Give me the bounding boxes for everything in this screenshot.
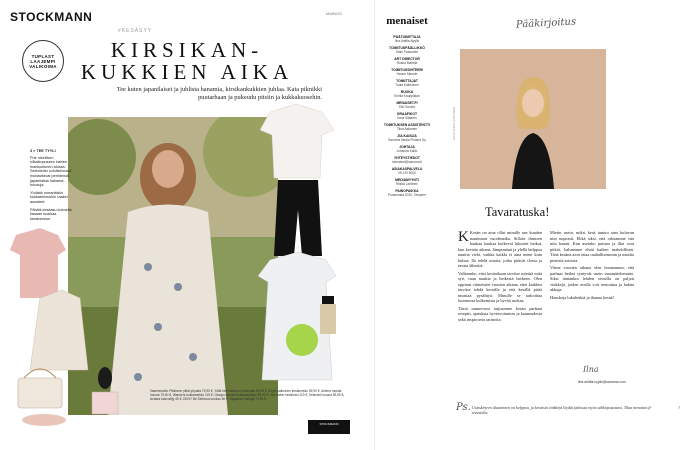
magazine-masthead-title: menaiset: [386, 15, 428, 27]
handbag-product: [18, 369, 62, 408]
editorial-paragraph: Valitaanko, ettei kesäaikaan tarvitse miettiä mitä syö, vaan nauttia ja hetkestä hetkeen. Olen oppinut viimeisten vuosien aikana, ettei kaikkea tarvitse tehdä kerralla ja että kesällä pitää muistaa pysähtyä. Minulle se tarkoittaa luonnossa kulkemista ja hyvää ruokaa.: [458, 270, 542, 303]
credit-entry: MEDIAMYYNTI Riikka Lahtinen: [395, 178, 419, 186]
style-tip-1: Puir nisellisen silkaikopuseen kainen manikultonen alussa. Selectedin culottehousut muistuttavat perinteisiä japanilaisia hakama-housuja.: [30, 155, 72, 188]
credit-entry: TOIMITTAJAT Tuula Kaikkonen: [395, 79, 419, 87]
credit-entry: PÄÄTOIMITTAJA Ilna Anttila-Nyylki: [393, 35, 421, 43]
page-number: 7: [678, 405, 681, 410]
editorial-column-1: [458, 230, 542, 324]
masthead-credits: [377, 32, 437, 197]
style-tip-2: Yhdistä romanttisiin kukkabelmoihin raakel asusteet.: [30, 190, 68, 204]
white-blouse-product: [260, 104, 334, 178]
editor-signature: Ilna: [583, 365, 599, 374]
badge-line-3: VALIKOIMA: [29, 63, 57, 69]
portrait-illustration: [460, 49, 606, 189]
product-caption: Vasemmalta: Pitsikenn pitkä yöpaita 79,90 €, Yöllä heti valkoinen pitsipaita 89,90 €, Esprit valkoinen kesämekko 59,90 €, Arilena mustat housut 79,90 €, Wanders kukkamekko 119 €, Giorgio Armani kukkaiskpäiksi 59,90 €, Ted Baker kesähuivi 119 €, Selected housut 89,95 €, Andara kasvoöljy 45 €, DKNY Be Delicious tuoksu 60 €, Vagabond kengät 79,95 €.: [150, 389, 345, 402]
editorial-page: [438, 0, 696, 450]
credit-entry: JOHTAJA Johanna Kallio: [396, 145, 418, 153]
title-line-2: KUKKIEN AIKA: [80, 60, 294, 84]
credit-entry: MENAISET.FI Kiiri Sovela: [396, 101, 418, 109]
ballet-flats-product: [22, 414, 66, 426]
postscript-text: Uutiskirjeen tilaaminen on helppoa, ja kesäisiä vinkkejä löydät jatkossa myös sähköpostistasi. Tilaa menaiset.fi-sivustolta.: [472, 405, 652, 415]
editorial-script-heading: Pääkirjoitus: [515, 16, 577, 31]
black-culottes-product: [274, 180, 322, 256]
stockmann-bottom-mark: STOCKMANN: [308, 420, 350, 434]
credit-entry: TOIMITUKSEN ASSISTENTTI Tiina Aaltonen: [383, 123, 431, 131]
credit-entry: YHTEYSTIEDOT menaiset@sanoma.fi: [392, 156, 422, 164]
editor-portrait-photo: [460, 49, 606, 189]
credit-entry: PAINOPAIKKA Punamusta 2020, Tampere: [387, 189, 427, 197]
green-perfume-product: [286, 324, 318, 356]
editorial-paragraph: Tässä numerossa tarjoamme kesän parhaat reseptit, ajatuksia hyvinvoinnista ja kauneudesta sekä inspiroivia tarinoita.: [458, 305, 542, 322]
editorial-title: Tavaratuska!: [485, 205, 550, 219]
advertisement-tag: MAINOS: [326, 11, 342, 16]
postscript-mark: Ps.: [456, 402, 471, 413]
credit-entry: TOIMITUSSIHTEERI Hanne Mauste: [391, 68, 423, 76]
credit-entry: TOIMITUSPÄÄLLIKKÖ Saini Paasonen: [389, 46, 425, 54]
pink-top-product: [10, 228, 66, 298]
photographer-credit: KUVA ANNA HUOVINEN: [452, 106, 456, 140]
credit-entry: ART DIRECTOR Ruska Marttila: [394, 57, 420, 65]
hashtag-kicker: #KESÄSYY: [118, 28, 153, 34]
masthead-column: [374, 0, 439, 450]
credit-entry: GRAAFIKOT Ilona Saitamo: [396, 112, 418, 120]
title-line-1: KIRSIKAN-: [110, 38, 264, 62]
editorial-paragraph: Hauskoja lukuhetkiä ja ihanaa kesää!: [550, 294, 614, 300]
drop-cap: K: [458, 229, 469, 245]
editorial-column-2: [550, 230, 634, 302]
style-tips-heading: 3 × TEE TYYLI: [30, 149, 56, 153]
badge-line-1: TUPLAST: [31, 53, 55, 59]
editor-email-link[interactable]: ilna.anttila-nyylki@sanoma.com: [578, 380, 626, 384]
credit-entry: RUOKA Emilia Kauppilaan: [394, 90, 420, 98]
editorial-paragraph: Mietin usein, miksi kesä tuntuu aina kuluvan niin nopeasti. Ehkä siksi, että odotamme sitä niin kauan. Kun aurinko paistaa ja illat ovat pitkiä, haluamme ehtiä kaiken mahdollisen. Tänä kesänä aion ottaa rauhallisemmin ja nauttia pienistä asioista.: [550, 230, 634, 263]
editorial-paragraph: Viime vuosien aikana olen huomannut, että parhaat hetket syntyvät usein suunnittelematta. Siksi tämänkin lehden sivuilla on paljon vinkkejä, joiden avulla voit rentoutua ja ladata akkuja.: [550, 265, 634, 292]
editorial-paragraph: K Kesän on aina ollut minulle sen kuuden nautinnon vuodenaika. Silloin ihmisen kaukaa kaukaa kulkevat lukuiset hetkat, kun kevään aikana, lämpimänä ja ylellä helppoa nauttia vielä, vaikka kaikki ei aina mene kuin kultaa. Ilo tehdä asioita, jotka pitävät ilossa ja tavata läheisiä.: [458, 229, 542, 268]
article-lede: Tee kuten japanilaiset ja juhlista hanamia, kirsikankukkien juhlaa. Kata piknikki puutarhaan ja pukeudu pitsiin ja kukkakuosehin.: [116, 86, 322, 101]
badge-line-2: LAAJEMPI: [30, 58, 56, 64]
credit-entry: ASIAKASPALVELU 09 120 5000: [391, 167, 423, 175]
perfume-bottle-product: [92, 367, 118, 414]
style-tip-3: Päivitä kesäasu kolmella kasaan luokkaa kesäversion.: [30, 207, 72, 221]
floral-dress-product: [30, 290, 88, 370]
credit-entry: JULKAISIJA Sanoma Media Finland Oy: [388, 134, 426, 142]
stockmann-logo: STOCKMANN: [10, 10, 93, 24]
face-oil-product: [320, 296, 336, 334]
